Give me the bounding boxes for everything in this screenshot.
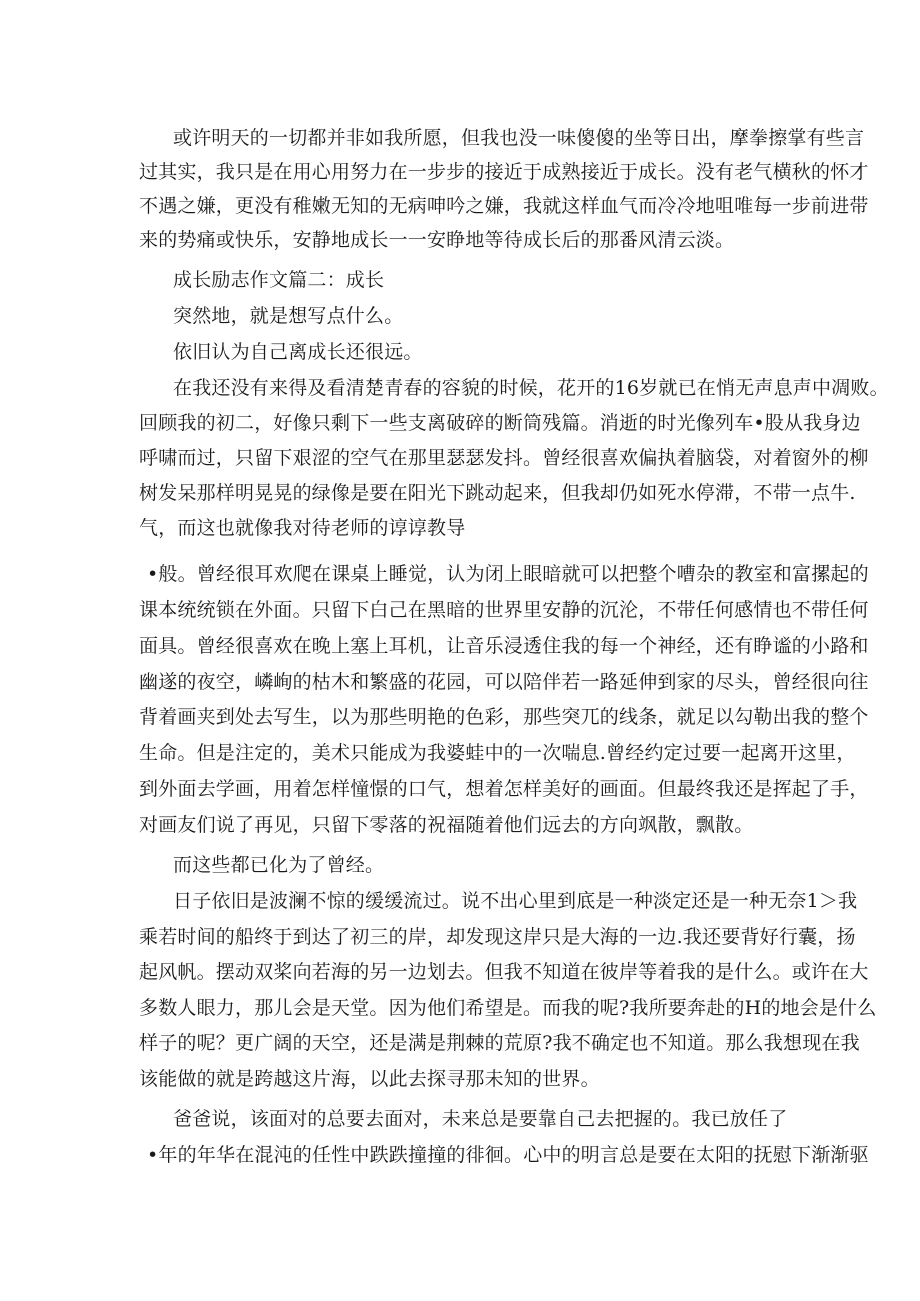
text-line: 日子依旧是波澜不惊的缓缓流过。说不出心里到底是一种淡定还是一种无奈1＞我 bbox=[173, 890, 858, 912]
text-line: 对画友们说了再见，只留下零落的祝福随着他们远去的方向飒散，飘散。 bbox=[139, 814, 754, 836]
text-line: 在我还没有来得及看清楚青春的容貌的时候，花开的16岁就已在悄无声息声中凋败。 bbox=[173, 377, 889, 399]
text-line: 依旧认为自己离成长还很远。 bbox=[173, 341, 423, 363]
text-line: 生命。但是注定的，美术只能成为我婆蛙中的一次喘息.曾经约定过要一起离开这里， bbox=[139, 742, 856, 764]
text-line: 树发呆那样明晃晃的绿像是要在阳光下跳动起来，但我却仍如死水停滞，不带一点牛. bbox=[139, 482, 856, 504]
text-line: 气，而这也就像我对待老师的谆谆教导 bbox=[139, 517, 466, 539]
text-line: 爸爸说，该面对的总要去面对，未来总是要靠自己去把握的。我已放任了 bbox=[173, 1108, 788, 1130]
text-line: 突然地，就是想写点什么。 bbox=[173, 305, 404, 327]
text-line: •般。曾经很耳欢爬在课桌上睡觉，认为闭上眼暗就可以把整个嘈杂的教室和富摞起的 bbox=[147, 563, 869, 585]
text-line: 乘若时间的船终于到达了初三的岸，却发现这岸只是大海的一边.我还要背好行囊，扬 bbox=[139, 926, 856, 948]
text-line: 多数人眼力，那儿会是天堂。因为他们希望是。而我的呢?我所要奔赴的H的地会是什么 bbox=[139, 997, 877, 1019]
text-line: 到外面去学画，用着怎样憧憬的口气，想着怎样美好的画面。但最终我还是挥起了手， bbox=[139, 778, 869, 800]
text-line: 课本统统锁在外面。只留下白己在黑暗的世界里安静的沉沦，不带任何感情也不带任何 bbox=[139, 599, 869, 621]
text-line: 样子的呢？更广阔的天空，还是满是荆棘的荒原?我不确定也不知道。那么我想现在我 bbox=[139, 1032, 860, 1054]
text-line: 回顾我的初二，好像只剩下一些支离破碎的断筒残篇。消逝的时光像列车•股从我身边 bbox=[139, 412, 861, 434]
section-heading: 成长励志作文篇二：成长 bbox=[173, 269, 385, 291]
text-line: •年的年华在混沌的任性中跌跌撞撞的徘徊。心中的明言总是要在太阳的抚慰下渐渐驱 bbox=[147, 1144, 869, 1166]
text-line: 或许明天的一切都并非如我所愿，但我也没一味傻傻的坐等日出，摩拳擦掌有些言 bbox=[173, 127, 865, 149]
text-line: 起风帆。摆动双桨向若海的另一边划去。但我不知道在彼岸等着我的是什么。或许在大 bbox=[139, 961, 869, 983]
text-line: 而这些都已化为了曾经。 bbox=[173, 854, 385, 876]
text-line: 不遇之嫌，更没有稚嫩无知的无病呻吟之嫌，我就这样血气而冷冷地咀唯每一步前进带 bbox=[139, 195, 869, 217]
text-line: 幽遂的夜空，嶙峋的枯木和繁盛的花园，可以陪伴若一路延伸到家的尽头，曾经很向往 bbox=[139, 671, 869, 693]
text-line: 过其实，我只是在用心用努力在一步步的接近于成熟接近于成长。没有老气横秋的怀才 bbox=[139, 161, 869, 183]
text-line: 来的势痛或快乐，安静地成长一一安睁地等待成长后的那番风清云淡。 bbox=[139, 229, 735, 251]
text-line: 面具。曾经很喜欢在晚上塞上耳机，让音乐浸透住我的每一个神经，还有睁谧的小路和 bbox=[139, 635, 869, 657]
text-line: 呼啸而过，只留下艰涩的空气在那里瑟瑟发抖。曾经很喜欢偏执着脑袋，对着窗外的柳 bbox=[139, 447, 869, 469]
text-line: 该能做的就是跨越这片海，以此去探寻那未知的世界。 bbox=[139, 1068, 600, 1090]
text-line: 背着画夹到处去写生，以为那些明艳的色彩，那些突兀的线条，就足以勾勒出我的整个 bbox=[139, 706, 869, 728]
